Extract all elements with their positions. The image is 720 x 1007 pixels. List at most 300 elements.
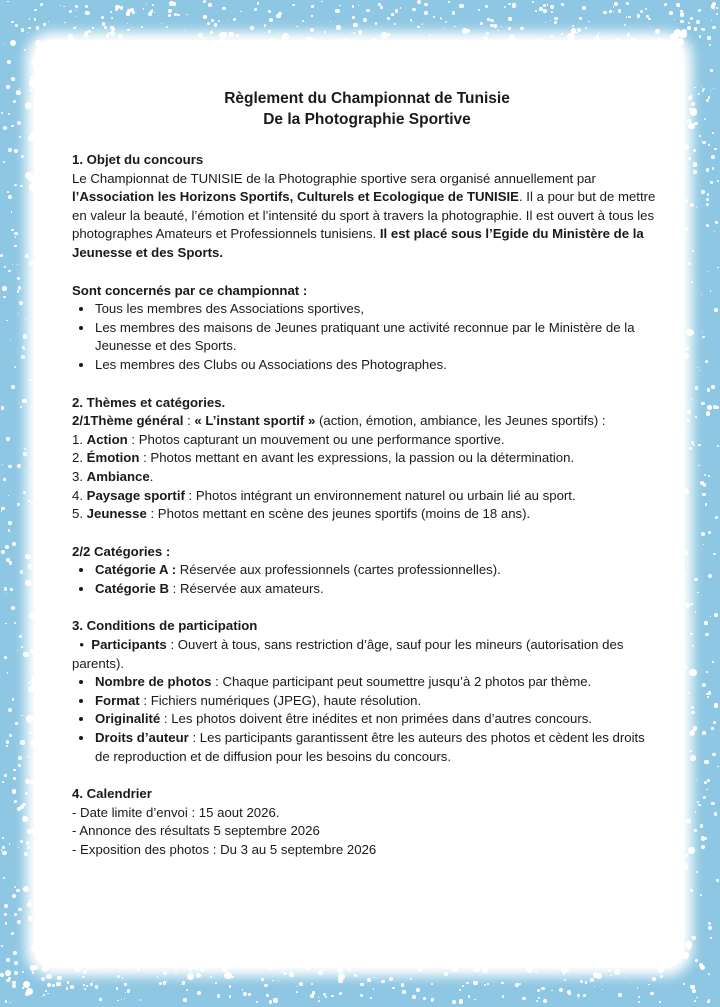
paint-speck (522, 997, 525, 1000)
paint-speck (444, 972, 448, 976)
paint-speck (336, 25, 340, 29)
theme-number: 2. (72, 450, 87, 466)
paint-speck (714, 703, 718, 707)
paint-speck (117, 1000, 118, 1001)
paint-speck (261, 978, 264, 981)
paint-speck (22, 816, 28, 822)
list-item: • Les membres des maisons de Jeunes pratiquant une activité reconnue par le Ministère de la Jeunesse et des Sports. (94, 319, 662, 356)
paint-speck (311, 983, 313, 985)
paint-speck (2, 851, 6, 855)
category-item (94, 580, 662, 599)
paint-speck (509, 34, 515, 40)
paint-speck (692, 645, 694, 647)
paint-speck (707, 193, 709, 195)
paint-speck (502, 995, 505, 998)
paint-speck (20, 840, 23, 843)
paint-speck (411, 20, 413, 22)
paint-speck (702, 336, 704, 338)
paint-speck (1, 510, 2, 511)
paint-speck (693, 170, 697, 174)
paint-speck (478, 9, 479, 10)
paint-speck (689, 669, 696, 676)
paint-speck (424, 11, 428, 15)
paint-speck (694, 829, 696, 831)
condition-desc: : Fichiers numériques (JPEG), haute résolution. (139, 692, 422, 708)
paint-speck (707, 271, 708, 272)
paint-speck (685, 854, 688, 857)
condition-label: Droits d’auteur (95, 730, 189, 746)
paint-speck (687, 419, 690, 422)
paint-speck (41, 977, 45, 981)
paint-speck (339, 5, 341, 7)
paint-speck (497, 30, 499, 32)
paint-speck (554, 21, 557, 24)
theme-item (72, 449, 662, 468)
theme-item (72, 431, 662, 450)
paint-speck (714, 613, 718, 617)
paint-speck (18, 313, 20, 315)
paint-speck (543, 9, 546, 12)
paint-speck (702, 493, 706, 497)
paint-speck (539, 7, 542, 10)
paint-speck (613, 11, 614, 12)
theme-label: 2/1Thème général (72, 413, 184, 429)
paint-speck (2, 286, 6, 290)
paint-speck (424, 3, 428, 7)
paint-speck (14, 886, 16, 888)
paint-speck (17, 920, 21, 924)
paint-speck (694, 87, 696, 89)
paint-speck (184, 30, 185, 31)
paint-speck (426, 973, 427, 974)
paint-speck (711, 385, 715, 389)
paint-speck (16, 889, 20, 893)
paint-speck (76, 26, 77, 27)
theme-item-desc: : Photos capturant un mouvement ou une performance sportive. (127, 431, 505, 447)
list-item: • Les membres des Clubs ou Associations des Photographes. (94, 356, 662, 375)
paint-speck (359, 32, 362, 35)
paint-speck (310, 994, 314, 998)
paint-speck (536, 1000, 538, 1002)
paint-speck (6, 85, 10, 89)
paint-speck (11, 385, 15, 389)
paint-speck (127, 23, 128, 24)
paint-speck (707, 696, 708, 697)
paint-speck (60, 5, 61, 6)
paint-speck (26, 715, 33, 722)
paint-speck (709, 44, 711, 46)
paint-speck (25, 554, 31, 560)
paint-speck (7, 672, 9, 674)
paint-speck (24, 49, 26, 51)
paint-speck (13, 769, 15, 771)
paint-speck (127, 989, 131, 993)
paint-speck (137, 968, 140, 971)
paint-speck (423, 997, 426, 1000)
paint-speck (17, 121, 21, 125)
paint-speck (268, 10, 271, 13)
paint-speck (564, 979, 566, 981)
paint-speck (459, 989, 461, 991)
paint-speck (422, 23, 423, 24)
paint-speck (367, 978, 371, 982)
paint-speck (348, 968, 351, 971)
paint-speck (637, 987, 639, 989)
paint-speck (28, 916, 33, 921)
paint-speck (608, 969, 611, 972)
paint-speck (716, 13, 718, 15)
paint-speck (650, 992, 654, 996)
paint-speck (29, 261, 34, 266)
paint-speck (6, 320, 7, 321)
paint-speck (701, 86, 703, 88)
text: . Il a pour but de mettre en valeur la beauté, l’émotion et l’intensité du sport à travers la photographie. Il est ouvert à tous les photographes Amateurs et Professionnels tunisiens. (72, 189, 656, 242)
paint-speck (187, 973, 194, 980)
paint-speck (210, 976, 213, 979)
paint-speck (268, 30, 271, 33)
paint-speck (695, 811, 697, 813)
paint-speck (132, 11, 135, 14)
paint-speck (532, 1, 534, 3)
paint-speck (104, 26, 107, 29)
theme-item-desc: : Photos intégrant un environnement naturel ou urbain lié au sport. (184, 487, 576, 503)
paint-speck (395, 9, 398, 12)
paint-speck (711, 155, 715, 159)
paint-speck (289, 972, 294, 977)
condition-label: Originalité (95, 711, 161, 727)
paint-speck (391, 13, 394, 16)
paint-speck (163, 981, 167, 985)
paint-speck (701, 294, 703, 296)
paint-speck (299, 982, 303, 986)
paint-speck (445, 21, 447, 23)
paint-speck (1, 550, 5, 554)
paint-speck (687, 562, 689, 564)
paint-speck (32, 971, 35, 974)
paint-speck (331, 995, 334, 998)
category-desc: Réservée aux professionnels (cartes professionnelles). (176, 562, 501, 578)
paint-speck (3, 44, 4, 45)
paint-speck (27, 32, 28, 33)
section-conditions (72, 617, 662, 766)
paint-speck (6, 958, 10, 962)
paint-speck (568, 993, 571, 996)
paint-speck (183, 998, 187, 1002)
paint-speck (711, 727, 714, 730)
paint-speck (375, 22, 377, 24)
paint-speck (706, 224, 709, 227)
section-heading: 3. Conditions de participation (72, 618, 258, 634)
paint-speck (17, 503, 20, 506)
paint-speck (25, 172, 32, 179)
paint-speck (352, 5, 355, 8)
paint-speck (640, 10, 643, 13)
paint-speck (208, 3, 212, 7)
paint-speck (693, 149, 696, 152)
paint-speck (703, 796, 706, 799)
paint-speck (296, 26, 298, 28)
paint-speck (704, 760, 708, 764)
paint-speck (694, 1000, 696, 1002)
paint-speck (610, 975, 611, 976)
paint-speck (141, 26, 143, 28)
paint-speck (108, 32, 110, 34)
paint-speck (543, 4, 546, 7)
paint-speck (12, 698, 14, 700)
paint-speck (412, 995, 416, 999)
paint-speck (712, 753, 715, 756)
paint-speck (83, 984, 85, 986)
paint-speck (710, 181, 712, 183)
paint-speck (318, 997, 319, 998)
paint-speck (468, 995, 471, 998)
paint-speck (701, 845, 705, 849)
paint-speck (660, 975, 663, 978)
paint-speck (429, 34, 431, 36)
paint-speck (459, 4, 463, 8)
paint-speck (92, 981, 93, 982)
paint-speck (30, 463, 32, 465)
paint-speck (152, 4, 154, 6)
paint-speck (182, 981, 186, 985)
paint-speck (11, 229, 13, 231)
paint-speck (86, 985, 88, 987)
paint-speck (519, 983, 521, 985)
paint-speck (648, 18, 651, 21)
paint-speck (693, 162, 697, 166)
section-heading: 4. Calendrier (72, 786, 152, 802)
categories-list (72, 561, 662, 598)
paint-speck (13, 777, 16, 780)
participants-label: Participants (91, 637, 167, 653)
paint-speck (20, 570, 24, 574)
paint-speck (318, 1000, 320, 1002)
paint-speck (25, 792, 28, 795)
paint-speck (448, 1, 450, 3)
paint-speck (685, 603, 690, 608)
paint-speck (338, 973, 344, 979)
paint-speck (618, 993, 622, 997)
paint-speck (12, 264, 14, 266)
paint-speck (596, 35, 598, 37)
paint-speck (708, 96, 710, 98)
paint-speck (13, 951, 17, 955)
paint-speck (28, 564, 32, 568)
paint-speck (85, 11, 89, 15)
paint-speck (318, 970, 322, 974)
paint-speck (473, 981, 477, 985)
paint-speck (15, 236, 17, 238)
paint-speck (186, 989, 189, 992)
paint-speck (363, 18, 367, 22)
paint-speck (696, 871, 698, 873)
paint-speck (4, 774, 7, 777)
paint-speck (690, 17, 693, 20)
paint-speck (34, 9, 37, 12)
paint-speck (229, 985, 231, 987)
paint-speck (321, 1, 323, 3)
paint-speck (703, 88, 705, 90)
section-heading: 1. Objet du concours (72, 152, 204, 167)
paint-speck (690, 603, 693, 606)
bullet: • (79, 637, 84, 653)
title-line-1: Règlement du Championnat de Tunisie (224, 90, 510, 107)
theme-item-label: Action (86, 431, 128, 447)
paint-speck (254, 8, 257, 11)
paint-speck (1, 507, 5, 511)
condition-label: Format (95, 692, 140, 708)
paint-speck (18, 847, 19, 848)
paint-speck (691, 537, 692, 538)
theme-item-label: Ambiance (86, 468, 150, 484)
paint-speck (712, 661, 713, 662)
paint-speck (578, 998, 579, 999)
paint-speck (690, 108, 697, 115)
paint-speck (669, 11, 673, 15)
paint-speck (6, 740, 10, 744)
paint-speck (381, 980, 385, 984)
paint-speck (242, 989, 243, 990)
paint-speck (15, 722, 18, 725)
paint-speck (433, 16, 435, 18)
title-line-2: De la Photographie Sportive (263, 111, 471, 128)
section-calendrier (72, 785, 662, 859)
paint-speck (163, 971, 167, 975)
paint-speck (46, 974, 52, 980)
paint-speck (401, 983, 405, 987)
paint-speck (462, 985, 464, 987)
theme-item-desc: : Photos mettant en scène des jeunes sportifs (moins de 18 ans). (146, 506, 531, 522)
paint-speck (699, 370, 701, 372)
paint-speck (370, 997, 372, 999)
paint-speck (8, 529, 10, 531)
theme-item-label: Paysage sportif (86, 487, 185, 503)
paint-speck (8, 148, 12, 152)
paint-speck (83, 970, 87, 974)
paint-speck (504, 6, 506, 8)
paint-speck (700, 894, 702, 896)
paint-speck (231, 976, 234, 979)
paint-speck (10, 1002, 11, 1003)
condition-desc: : Les participants garantissent être les auteurs des photos et cèdent les droits de reproduction et de diffusion pour les besoins du concours. (95, 730, 645, 764)
calendar-item: - Date limite d’envoi : 15 aout 2026. (72, 804, 280, 820)
paint-speck (704, 118, 707, 121)
paint-speck (8, 708, 12, 712)
paint-speck (697, 367, 698, 368)
paint-speck (712, 167, 715, 170)
paragraph-objet (72, 170, 662, 263)
paint-speck (684, 551, 687, 554)
paint-speck (20, 740, 24, 744)
paint-speck (576, 32, 578, 34)
paint-speck (652, 977, 655, 980)
paint-speck (686, 819, 691, 824)
paint-speck (264, 24, 266, 26)
paint-speck (22, 987, 23, 988)
paint-speck (710, 616, 711, 617)
paint-speck (4, 587, 8, 591)
paint-speck (25, 319, 26, 320)
paint-speck (12, 981, 15, 984)
paint-speck (614, 2, 618, 6)
paint-speck (8, 495, 9, 496)
condition-item (94, 692, 662, 711)
paint-speck (0, 254, 3, 257)
paint-speck (23, 886, 29, 892)
paint-speck (132, 36, 133, 37)
paint-speck (198, 33, 202, 37)
paint-speck (501, 26, 502, 27)
paint-speck (400, 7, 401, 8)
paint-speck (20, 805, 24, 809)
paint-speck (27, 846, 30, 849)
text: Le Championnat de TUNISIE de la Photographie sportive sera organisé annuellement par (72, 170, 596, 186)
paint-speck (106, 34, 109, 37)
paint-speck (685, 942, 693, 950)
paint-speck (637, 14, 640, 17)
paint-speck (126, 11, 130, 15)
paint-speck (21, 715, 22, 716)
paint-speck (16, 90, 20, 94)
paint-speck (664, 3, 667, 6)
paint-speck (159, 982, 162, 985)
paint-speck (512, 3, 516, 7)
paint-speck (474, 999, 475, 1000)
theme-item-label: Jeunesse (86, 506, 147, 522)
paint-speck (21, 646, 23, 648)
paint-speck (43, 994, 45, 996)
paint-speck (22, 399, 26, 403)
paint-speck (711, 20, 712, 21)
paint-speck (117, 975, 120, 978)
paint-speck (410, 978, 412, 980)
paint-speck (714, 148, 717, 151)
paint-speck (227, 19, 228, 20)
paint-speck (717, 267, 718, 268)
paint-speck (186, 14, 187, 15)
paint-speck (484, 984, 486, 986)
paint-speck (598, 32, 599, 33)
paint-speck (4, 266, 6, 268)
condition-desc: : Les photos doivent être inédites et non primées dans d’autres concours. (160, 711, 592, 727)
paint-speck (698, 93, 700, 95)
paint-speck (6, 558, 10, 562)
paint-speck (366, 9, 369, 12)
paint-speck (373, 977, 374, 978)
paint-speck (266, 994, 269, 997)
paint-speck (272, 980, 274, 982)
paint-speck (609, 10, 612, 13)
paint-speck (689, 330, 694, 335)
paint-speck (702, 683, 706, 687)
paint-speck (394, 23, 397, 26)
paint-speck (12, 894, 16, 898)
paint-speck (711, 802, 715, 806)
paint-speck (196, 973, 201, 978)
theme-item (72, 487, 662, 506)
paint-speck (296, 986, 297, 987)
paint-speck (240, 11, 241, 12)
participants-desc: : Ouvert à tous, sans restriction d’âge, sauf pour les mineurs (autorisation des parents). (72, 637, 624, 671)
paint-speck (34, 18, 36, 20)
paint-speck (696, 207, 697, 208)
paint-speck (11, 932, 14, 935)
paint-speck (678, 6, 680, 8)
theme-number: 1. (72, 431, 87, 447)
paint-speck (11, 211, 13, 213)
paint-speck (214, 23, 217, 26)
paint-speck (150, 10, 154, 14)
